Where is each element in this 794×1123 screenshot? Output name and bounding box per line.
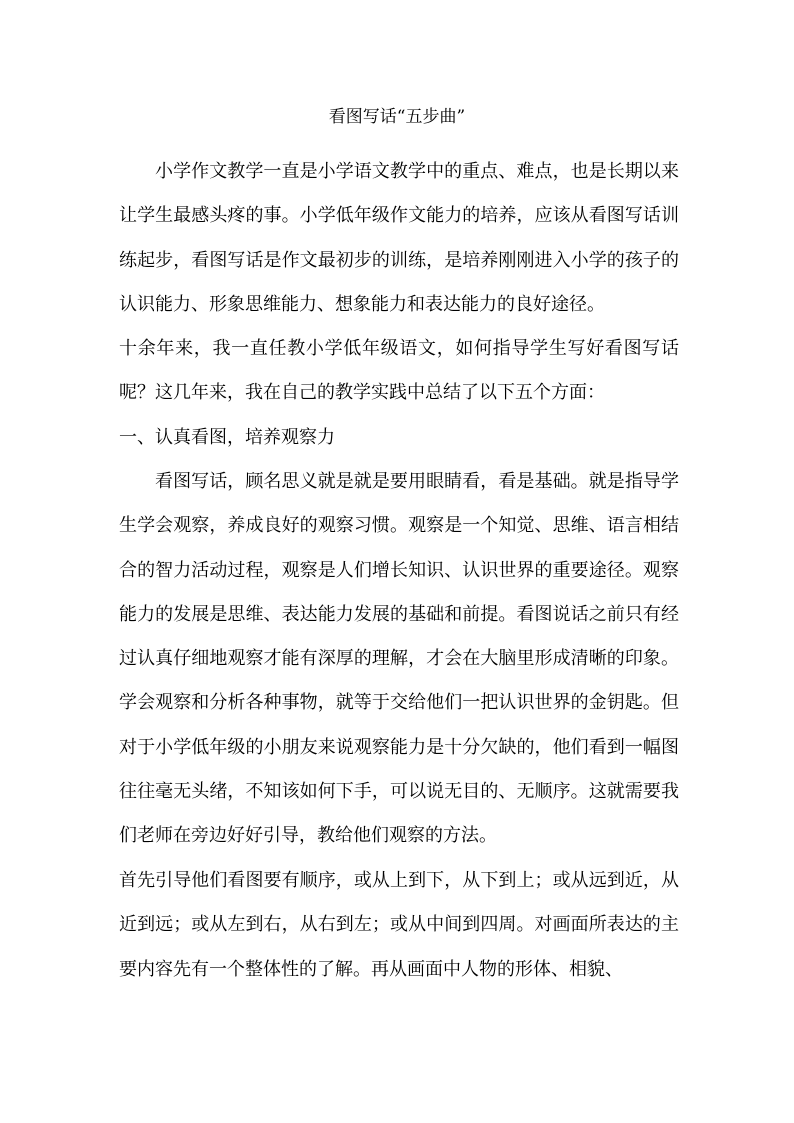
document-title: 看图写话“五步曲” <box>328 107 466 127</box>
paragraph-intro: 小学作文教学一直是小学语文教学中的重点、难点，也是长期以来让学生最感头疼的事。小学低年级作文能力的培养，应该从看图写话训练起步，看图写话是作文最初步的训练，是培养刚刚进入小学的孩子的认识能力、形象思维能力、想象能力和表达能力的良好途径。 <box>119 161 679 315</box>
paragraph-experience: 十余年来，我一直任教小学低年级语文，如何指导学生写好看图写话呢？这几年来，我在自己的教学实践中总结了以下五个方面： <box>119 338 679 404</box>
paragraph-order: 首先引导他们看图要有顺序，或从上到下，从下到上；或从远到近，从近到远；或从左到右，从右到左；或从中间到四周。对画面所表达的主要内容先有一个整体性的了解。再从画面中人物的形体、相貌、 <box>119 870 679 980</box>
section-heading-observe: 一、认真看图，培养观察力 <box>119 427 335 448</box>
paragraph-observation: 看图写话，顾名思义就是就是要用眼睛看，看是基础。就是指导学生学会观察，养成良好的观察习惯。观察是一个知觉、思维、语言相结合的智力活动过程，观察是人们增长知识、认识世界的重要途径。观察能力的发展是思维、表达能力发展的基础和前提。看图说话之前只有经过认真仔细地观察才能有深厚的理解，才会在大脑里形成清晰的印象。学会观察和分析各种事物，就等于交给他们一把认识世界的金钥匙。但对于小学低年级的小朋友来说观察能力是十分欠缺的，他们看到一幅图往往毫无头绪，不知该如何下手，可以说无目的、无顺序。这就需要我们老师在旁边好好引导，教给他们观察的方法。 <box>119 471 679 847</box>
